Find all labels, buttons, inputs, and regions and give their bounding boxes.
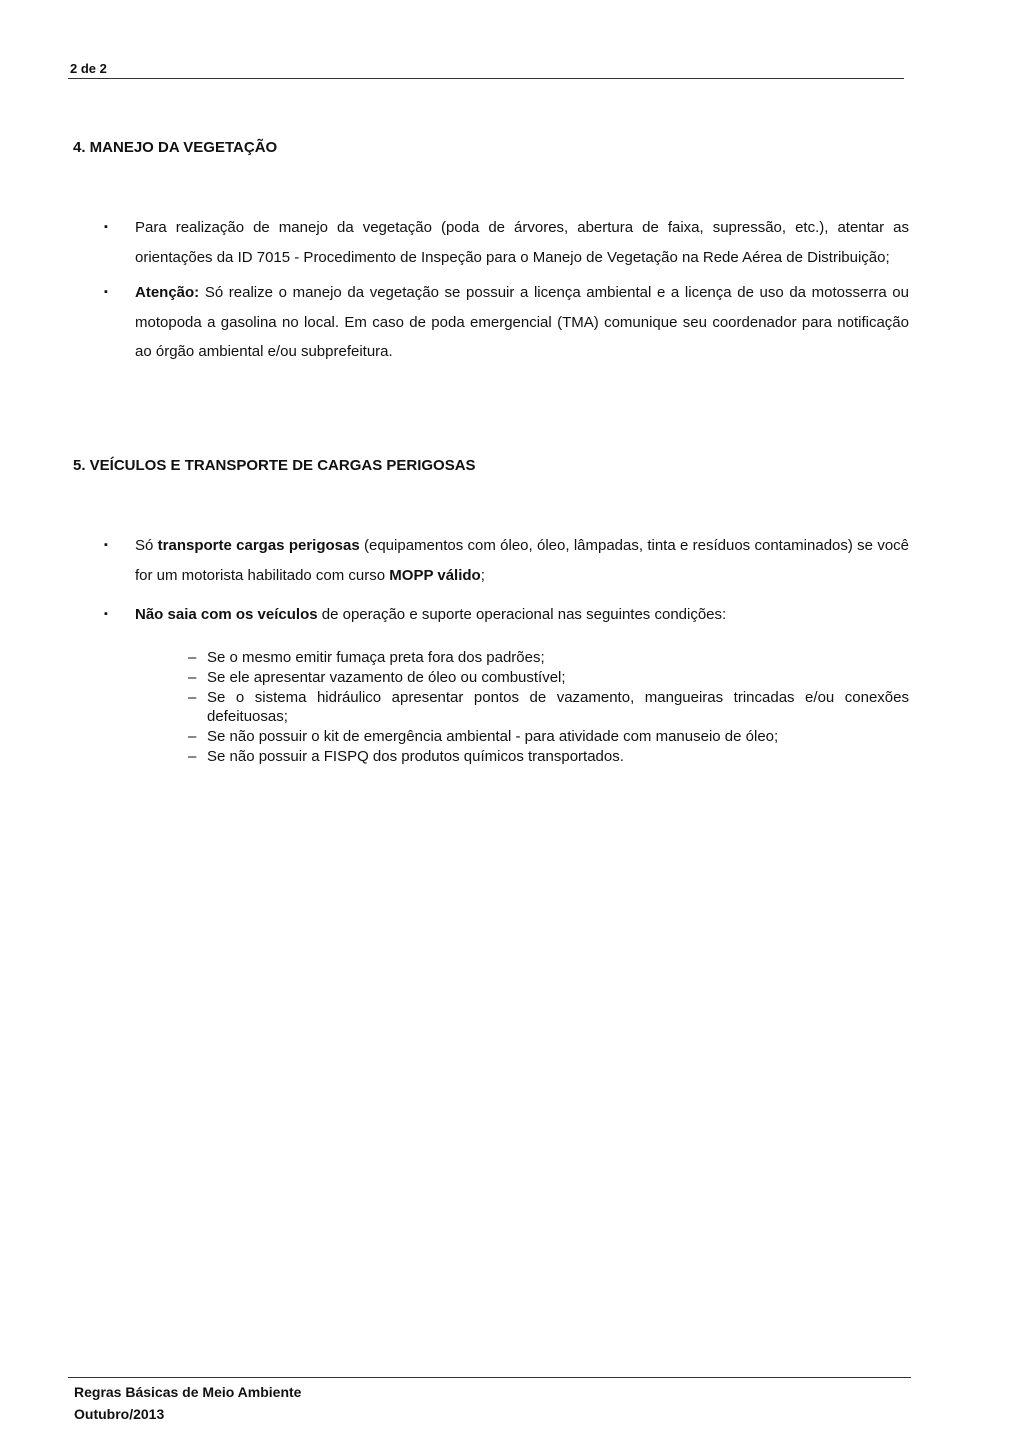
bullet-text: de operação e suporte operacional nas seguintes condições: — [317, 606, 727, 623]
list-item — [0, 747, 909, 766]
section-4-heading: 4. MANEJO DA VEGETAÇÃO — [73, 139, 278, 156]
list-item — [0, 531, 909, 590]
condition-text: Se não possuir a FISPQ dos produtos químicos transportados. — [207, 748, 624, 765]
condition-text: Se o mesmo emitir fumaça preta fora dos padrões; — [207, 649, 545, 666]
square-bullet-icon: ▪ — [104, 608, 108, 620]
square-bullet-icon: ▪ — [104, 286, 108, 298]
bullet-bold-text: transporte cargas perigosas — [157, 537, 360, 554]
footer-rule — [68, 1377, 911, 1378]
section-5-heading: 5. VEÍCULOS E TRANSPORTE DE CARGAS PERIGOSAS — [73, 457, 476, 474]
list-item — [0, 727, 909, 746]
bullet-text: (equipamentos com óleo, óleo, lâmpadas, tinta e resíduos contaminados) se você for um motorista habilitado com curso — [135, 537, 910, 584]
list-item — [0, 278, 909, 367]
bullet-bold-text: MOPP válido — [389, 566, 481, 584]
bullet-text: Para realização de manejo da vegetação (poda de árvores, abertura de faixa, supressão, etc.), atentar as orientações da ID 7015 - Procedimento de Inspeção para o Manejo de Vegetação na Rede Aérea de Distribuição; — [135, 219, 909, 266]
list-item — [0, 600, 909, 630]
bullet-bold-lead: Atenção: — [135, 284, 200, 301]
bullet-text: ; — [480, 566, 485, 584]
footer-title: Regras Básicas de Meio Ambiente — [74, 1384, 302, 1400]
dash-bullet-icon: – — [188, 649, 197, 666]
section-4-bullet-list — [0, 213, 1024, 367]
condition-text: Se ele apresentar vazamento de óleo ou combustível; — [207, 669, 566, 686]
dash-bullet-icon: – — [188, 669, 197, 686]
dash-bullet-icon: – — [188, 689, 197, 706]
condition-text: Se o sistema hidráulico apresentar pontos de vazamento, mangueiras trincadas e/ou conexões defeituosas; — [207, 689, 909, 725]
list-item — [0, 213, 909, 272]
dash-bullet-icon: – — [188, 748, 197, 765]
condition-text: Se não possuir o kit de emergência ambiental - para atividade com manuseio de óleo; — [207, 728, 779, 745]
conditions-list — [0, 648, 1024, 766]
bullet-text: Só realize o manejo da vegetação se possuir a licença ambiental e a licença de uso da motosserra ou motopoda a gasolina no local. Em caso de poda emergencial (TMA) comunique seu coordenador para notificação ao órgão ambiental e/ou subprefeitura. — [135, 284, 909, 360]
dash-bullet-icon: – — [188, 728, 197, 745]
bullet-bold-lead: Não saia com os veículos — [135, 606, 318, 623]
list-item — [0, 648, 909, 667]
list-item — [0, 688, 909, 726]
footer-date: Outubro/2013 — [74, 1406, 165, 1422]
list-item — [0, 668, 909, 687]
bullet-text: Só — [135, 537, 158, 554]
square-bullet-icon: ▪ — [104, 221, 108, 233]
section-5-bullet-list — [0, 531, 1024, 630]
header-rule — [68, 78, 904, 79]
square-bullet-icon: ▪ — [104, 539, 108, 551]
page-number: 2 de 2 — [70, 61, 107, 76]
